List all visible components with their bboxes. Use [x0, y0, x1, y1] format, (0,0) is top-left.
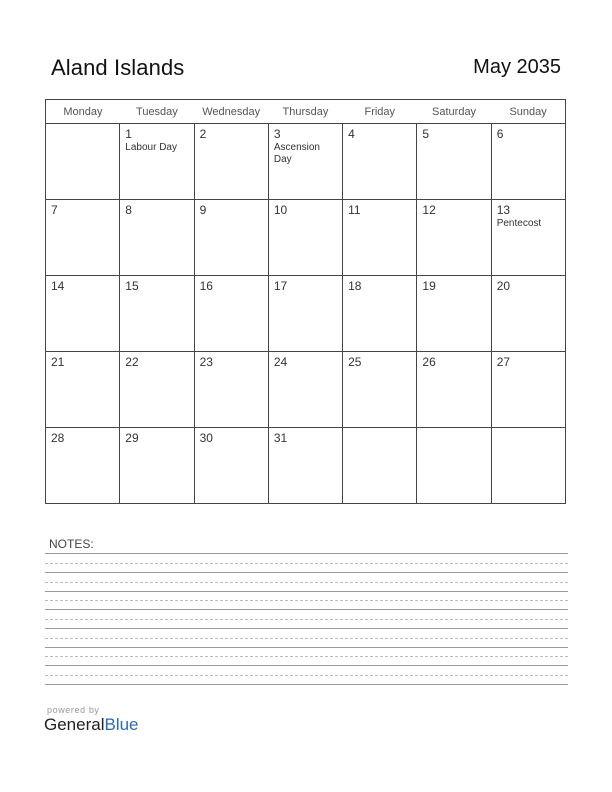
day-cell: [46, 200, 120, 276]
day-number: 26: [422, 355, 436, 369]
day-cell: [46, 124, 120, 200]
notes-line: [45, 647, 568, 648]
notes-guide-line: [45, 563, 568, 564]
holiday-label: Pentecost: [496, 218, 542, 229]
week-row: [46, 200, 566, 276]
day-cell: [268, 428, 342, 504]
day-cell: [343, 428, 417, 504]
day-cell: [417, 276, 491, 352]
weekday-header: Monday: [46, 100, 120, 124]
notes-guide-line: [45, 582, 568, 583]
month-label: May 2035: [473, 56, 561, 78]
day-number: 29: [125, 431, 139, 445]
day-cell: [120, 352, 194, 428]
day-number: 18: [348, 279, 362, 293]
day-cell: [120, 276, 194, 352]
holiday-label: Ascension Day: [273, 142, 320, 165]
weekday-header-row: [46, 100, 566, 124]
notes-line: [45, 628, 568, 629]
day-number: 15: [125, 279, 139, 293]
notes-guide-line: [45, 656, 568, 657]
day-cell: [46, 352, 120, 428]
week-row: [46, 124, 566, 200]
notes-line: [45, 553, 568, 554]
day-cell: [491, 200, 565, 276]
day-cell: [194, 200, 268, 276]
notes-line: [45, 609, 568, 610]
day-number: 2: [199, 127, 207, 141]
day-number: 8: [125, 203, 132, 217]
day-cell: [417, 352, 491, 428]
day-number: 17: [273, 279, 288, 293]
day-cell: [417, 124, 491, 200]
holiday-label: Labour Day: [125, 142, 177, 153]
day-cell: [417, 200, 491, 276]
day-cell: [268, 124, 342, 200]
weekday-header: Saturday: [417, 100, 491, 124]
notes-label: NOTES:: [49, 537, 94, 551]
day-number: 30: [199, 431, 213, 445]
day-cell: [120, 428, 194, 504]
day-cell: [491, 428, 565, 504]
day-number: 22: [125, 355, 139, 369]
day-cell: [268, 352, 342, 428]
day-cell: [417, 428, 491, 504]
brand-logo[interactable]: [44, 705, 139, 735]
day-cell: [491, 276, 565, 352]
day-cell: [491, 124, 565, 200]
notes-guide-line: [45, 675, 568, 676]
day-cell: [343, 276, 417, 352]
weekday-header: Sunday: [491, 100, 565, 124]
day-cell: [120, 124, 194, 200]
weekday-header: Thursday: [268, 100, 342, 124]
day-number: 3: [273, 127, 281, 141]
day-number: 23: [199, 355, 213, 369]
day-cell: [491, 352, 565, 428]
calendar-grid: [45, 99, 566, 504]
week-row: [46, 352, 566, 428]
day-number: 19: [422, 279, 436, 293]
powered-by-label: powered by: [47, 705, 100, 715]
day-cell: [268, 200, 342, 276]
page-title: Aland Islands: [51, 55, 185, 80]
day-number: 16: [199, 279, 213, 293]
day-number: 1: [125, 127, 132, 141]
day-cell: [343, 352, 417, 428]
brand-blue-text: Blue: [104, 715, 139, 734]
day-number: 11: [348, 203, 361, 217]
day-number: 4: [348, 127, 355, 141]
day-number: 7: [51, 203, 58, 217]
day-number: 25: [348, 355, 362, 369]
notes-line: [45, 684, 568, 685]
day-number: 24: [273, 355, 288, 369]
day-cell: [46, 428, 120, 504]
day-number: 13: [496, 203, 511, 217]
day-cell: [343, 200, 417, 276]
day-number: 12: [422, 203, 436, 217]
day-number: 14: [51, 279, 65, 293]
week-row: [46, 276, 566, 352]
day-cell: [194, 428, 268, 504]
week-row: [46, 428, 566, 504]
day-number: 10: [273, 203, 288, 217]
notes-guide-line: [45, 600, 568, 601]
day-cell: [194, 276, 268, 352]
day-cell: [120, 200, 194, 276]
day-number: 6: [496, 127, 504, 141]
notes-line: [45, 591, 568, 592]
day-cell: [343, 124, 417, 200]
notes-guide-line: [45, 638, 568, 639]
day-number: 28: [51, 431, 65, 445]
notes-line: [45, 665, 568, 666]
day-number: 31: [273, 431, 288, 445]
day-cell: [194, 352, 268, 428]
day-cell: [268, 276, 342, 352]
day-cell: [194, 124, 268, 200]
weekday-header: Friday: [343, 100, 417, 124]
day-number: 20: [496, 279, 511, 293]
weekday-header: Tuesday: [120, 100, 194, 124]
brand-general-text: General: [44, 715, 105, 734]
day-number: 5: [422, 127, 430, 141]
weekday-header: Wednesday: [194, 100, 268, 124]
day-number: 27: [496, 355, 511, 369]
notes-guide-line: [45, 619, 568, 620]
day-number: 21: [51, 355, 65, 369]
notes-line: [45, 572, 568, 573]
day-number: 9: [199, 203, 207, 217]
day-cell: [46, 276, 120, 352]
